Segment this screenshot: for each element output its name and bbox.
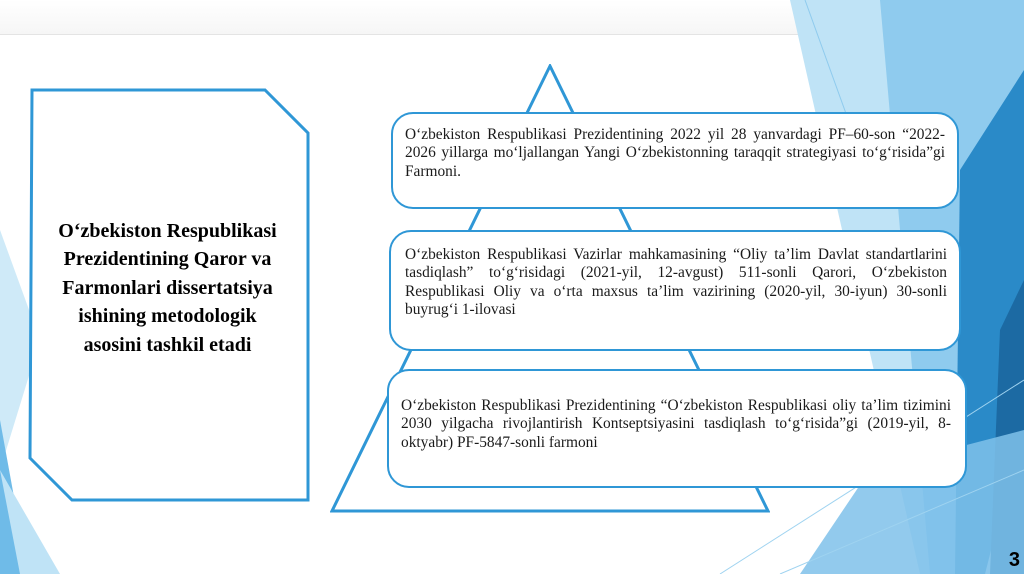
pyramid-level-1 bbox=[391, 112, 959, 209]
pyramid-level-2 bbox=[389, 230, 961, 351]
pyramid-level-2-text: O‘zbekiston Respublikasi Vazirlar mahkamasining “Oliy ta’lim Davlat standartlarini tasdiqlash” to‘g‘risidagi (2021-yil, 12-avgust) 511-sonli Qarori, O‘zbekiston Respublikasi Oliy va o‘rta maxsus ta’lim vazirining (2020-yil, 30-iyun) 30-sonli buyrug‘i 1-ilovasi bbox=[405, 246, 947, 319]
left-statement-panel bbox=[22, 80, 314, 512]
pyramid-level-1-text: O‘zbekiston Respublikasi Prezidentining 2022 yil 28 yanvardagi PF–60-son “2022-2026 yillarga mo‘ljallangan Yangi O‘zbekistonning taraqqit strategiyasi to‘g‘risida”gi Farmoni. bbox=[405, 126, 945, 180]
pyramid-level-3-text: O‘zbekiston Respublikasi Prezidentining “O‘zbekiston Respublikasi oliy ta’lim tizimini 2030 yilgacha rivojlantirish Kontseptsiyasini tasdiqlash to‘g‘risida”gi (2019-yil, 8-oktyabr) PF-5847-sonli farmoni bbox=[401, 397, 951, 451]
pyramid-level-3 bbox=[387, 369, 967, 488]
left-statement-text: O‘zbekiston Respublikasi Prezidentining Qaror va Farmonlari dissertatsiya ishining metodologik asosini tashkil etadi bbox=[58, 220, 277, 356]
page-number: 3 bbox=[1008, 549, 1020, 571]
